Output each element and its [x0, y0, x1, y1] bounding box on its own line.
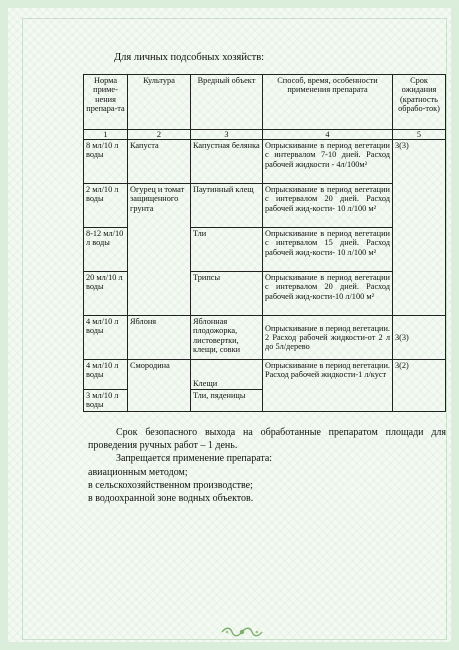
header-norm: Норма приме-нения препара-та: [84, 75, 128, 130]
table-row: [84, 184, 446, 228]
table-row: [84, 316, 446, 360]
cell-method: Опрыскивание в период вегетации с интервалом 20 дней. Расход рабочей жид-кости- 10 л/100 м²: [263, 184, 393, 228]
cell-norm: 4 мл/10 л воды: [84, 316, 128, 360]
cell-pest: Трипсы: [191, 272, 263, 316]
table-row: [84, 140, 446, 184]
cell-culture: Яблоня: [128, 316, 191, 360]
header-pest: Вредный объект: [191, 75, 263, 130]
application-rates-table: [83, 74, 446, 412]
header-term: Срок ожидания (кратность обрабо-ток): [393, 75, 446, 130]
cell-pest: Яблонная плодожорка, листовертки, клещи, совки: [191, 316, 263, 360]
cell-pest: Тли: [191, 228, 263, 272]
cell-norm: 8-12 мл/10 л воды: [84, 228, 128, 272]
cell-norm: 2 мл/10 л воды: [84, 184, 128, 228]
cell-term: 3(2): [393, 360, 446, 412]
intro-heading: Для личных подсобных хозяйств:: [114, 52, 265, 63]
cell-norm: 4 мл/10 л воды: [84, 360, 128, 390]
cell-culture: Огурец и томат защищенного грунта: [128, 184, 191, 316]
cell-pest: Тли, пяденицы: [191, 390, 263, 412]
cell-norm: 20 мл/10 л воды: [84, 272, 128, 316]
forbidden-item: авиационным методом;: [88, 466, 188, 478]
cell-method: Опрыскивание в период вегетации. 2 Расход рабочей жидкости-от 2 л до 5л/дерево: [263, 316, 393, 360]
safe-exit-note: Срок безопасного выхода на обработанные препаратом площади для проведения ручных работ – 1 день.: [88, 427, 446, 452]
forbidden-title: Запрещается применение препарата:: [116, 453, 273, 465]
cell-method: Опрыскивание в период вегетации с интервалом 7-10 дней. Расход рабочей жидкости - 4л/100м²: [263, 140, 393, 184]
forbidden-item: в водоохранной зоне водных объектов.: [88, 492, 254, 504]
cell-method: Опрыскивание в период вегетации с интервалом 20 дней. Расход рабочей жид-кости-10 л/100 м²: [263, 272, 393, 316]
cell-pest: Паутинный клещ: [191, 184, 263, 228]
cell-pest: Клещи: [191, 360, 263, 390]
cell-method: Опрыскивание в период вегетации с интервалом 15 дней. Расход рабочей жид-кости- 10 л/100 м²: [263, 228, 393, 272]
header-method: Способ, время, особенности применения препарата: [263, 75, 393, 130]
forbidden-item: в сельскохозяйственном производстве;: [88, 479, 253, 491]
cell-norm: 3 мл/10 л воды: [84, 390, 128, 412]
footer-notes: [88, 426, 446, 505]
table-number-row: [84, 130, 446, 140]
cell-pest: Капустная белянка: [191, 140, 263, 184]
decorative-ornament-icon: [220, 626, 264, 638]
cell-term: 3(3): [393, 316, 446, 360]
table-row: [84, 360, 446, 390]
column-number: 4: [263, 130, 393, 140]
cell-norm: 8 мл/10 л воды: [84, 140, 128, 184]
cell-culture: Смородина: [128, 360, 191, 412]
header-culture: Культура: [128, 75, 191, 130]
cell-culture: Капуста: [128, 140, 191, 184]
column-number: 1: [84, 130, 128, 140]
column-number: 5: [393, 130, 446, 140]
table-header-row: [84, 75, 446, 130]
column-number: 2: [128, 130, 191, 140]
column-number: 3: [191, 130, 263, 140]
cell-term: 3(3): [393, 140, 446, 316]
cell-method: Опрыскивание в период вегетации. Расход рабочей жидкости-1 л/куст: [263, 360, 393, 412]
